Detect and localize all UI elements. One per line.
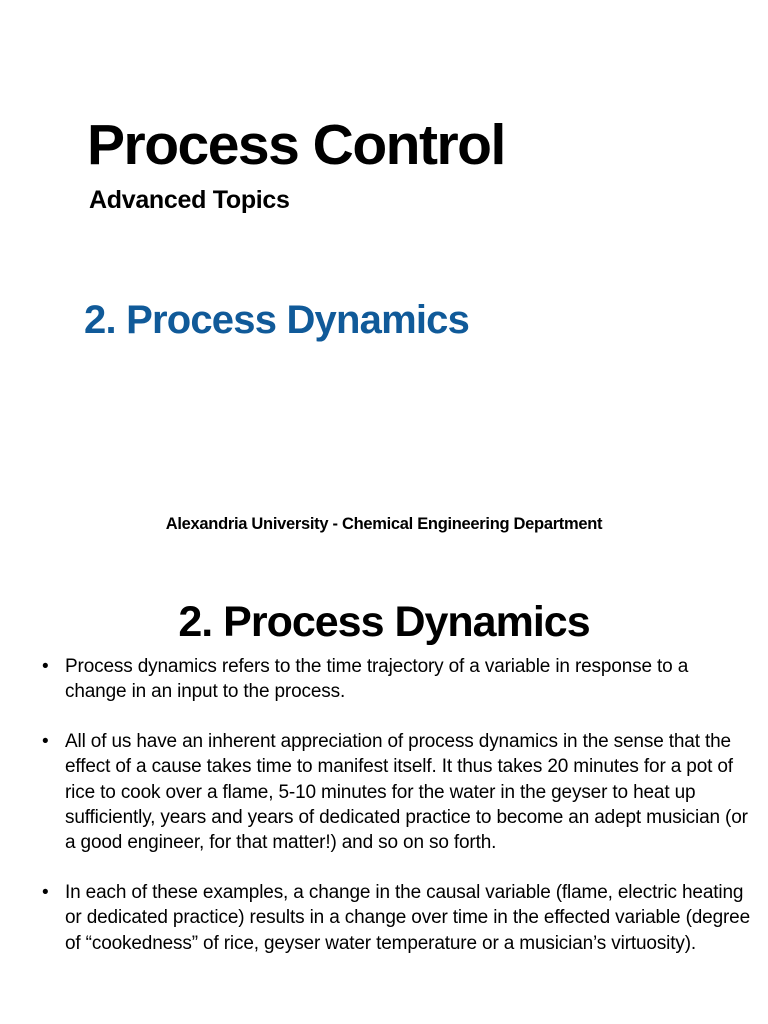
subtitle: Advanced Topics: [89, 186, 290, 214]
bullet-icon: •: [42, 882, 49, 904]
main-title: Process Control: [87, 113, 505, 177]
bullet-text: Process dynamics refers to the time trajectory of a variable in response to a change in an input to the process.: [65, 656, 689, 703]
bullet-text: All of us have an inherent appreciation of process dynamics in the sense that the effect of a cause takes time to manifest itself. It thus takes 20 minutes for a pot of rice to cook over a flame, 5-10 minutes for the water in the geyser to heat up sufficiently, years and years of dedicated practice to become an adept musician (or a good engineer, for that matter!) and so on so forth.: [65, 731, 748, 854]
bullet-item: [0, 880, 768, 956]
bullet-item: [0, 729, 768, 855]
bullet-list: [0, 654, 768, 980]
bullet-icon: •: [42, 656, 49, 677]
section-heading: 2. Process Dynamics: [84, 298, 470, 342]
bullet-text: In each of these examples, a change in the causal variable (flame, electric heating or dedicated practice) results in a change over time in the effected variable (degree of “cookedness” of rice, geyser water temperature or a musician’s virtuosity).: [65, 882, 751, 954]
content-slide-title: 2. Process Dynamics: [178, 598, 590, 646]
content-slide: [0, 576, 768, 1024]
bullet-icon: •: [42, 731, 49, 753]
institution-footer: Alexandria University - Chemical Engineering Department: [165, 515, 603, 533]
bullet-item: [0, 654, 768, 705]
